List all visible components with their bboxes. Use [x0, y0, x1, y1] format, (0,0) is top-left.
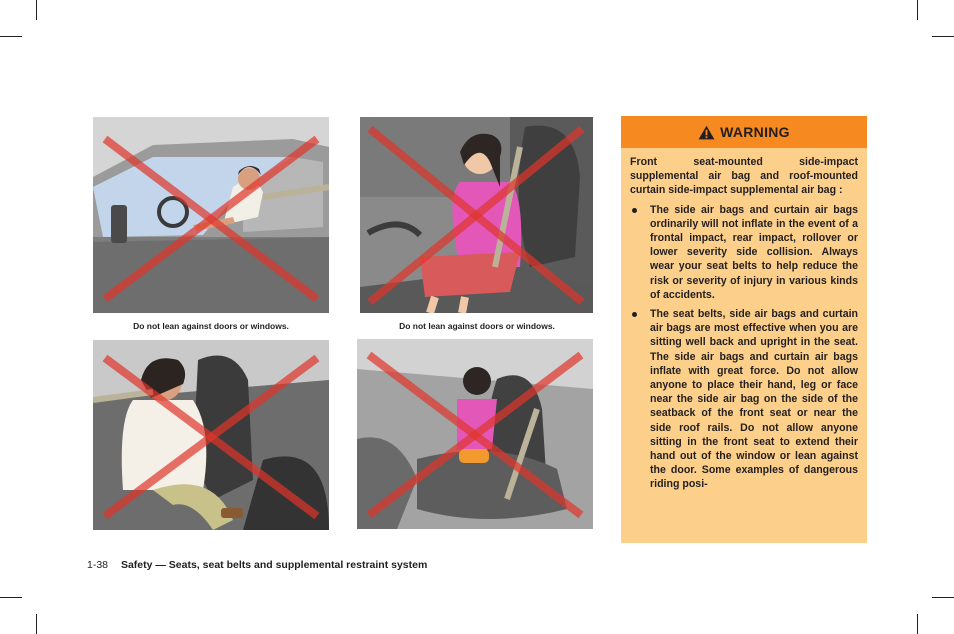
crop-mark — [36, 614, 37, 634]
bullet-text: The seat belts, side air bags and curtain air bags are most effective when you are sitting well back and upright in the seat. The side air bags and curtain air bags inflate with great force. Do not allow anyone to place their hand, leg or face near the side air bag on the side of the seatback of the front seat or near the side roof rails. Do not allow anyone sitting in the front seat to extend their hand out of the window or lean against the door. Some examples of dangerous riding posi- — [650, 308, 858, 491]
section-title: Safety — Seats, seat belts and supplemental restraint system — [120, 559, 428, 571]
crop-mark — [932, 597, 954, 598]
bullet-icon — [632, 312, 637, 317]
warning-triangle-icon — [698, 125, 715, 140]
illustration-adult-leaning-door — [93, 117, 329, 313]
list-item — [630, 203, 858, 302]
page-footer — [87, 559, 427, 571]
crop-mark — [0, 597, 22, 598]
crop-mark — [0, 36, 22, 37]
warning-title: WARNING — [720, 124, 790, 140]
crop-mark — [917, 614, 918, 634]
list-item — [630, 307, 858, 492]
page-number: 1-38 — [87, 559, 109, 571]
bullet-text: The side air bags and curtain air bags ordinarily will not inflate in the event of a frontal impact, rear impact, rollover or lower severity side collision. Always wear your seat belts to help reduce the risk or severity of injury in various kinds of accidents. — [650, 203, 858, 301]
crop-mark — [932, 36, 954, 37]
warning-box — [621, 116, 867, 543]
bullet-icon — [632, 208, 637, 213]
illustration-child-leaning — [360, 117, 593, 313]
illustration-adult-against-seatback — [93, 340, 329, 530]
illustration-child-standing-seat — [357, 339, 593, 529]
warning-header — [621, 116, 867, 148]
warning-intro: Front seat-mounted side-impact supplemental air bag and roof-mounted curtain side-impact supplemental air bag : — [630, 156, 858, 197]
figure-caption: Do not lean against doors or windows. — [399, 321, 555, 331]
crop-mark — [917, 0, 918, 20]
warning-bullets — [630, 203, 858, 492]
crop-mark — [36, 0, 37, 20]
figure-caption: Do not lean against doors or windows. — [133, 321, 289, 331]
warning-body — [621, 148, 867, 492]
